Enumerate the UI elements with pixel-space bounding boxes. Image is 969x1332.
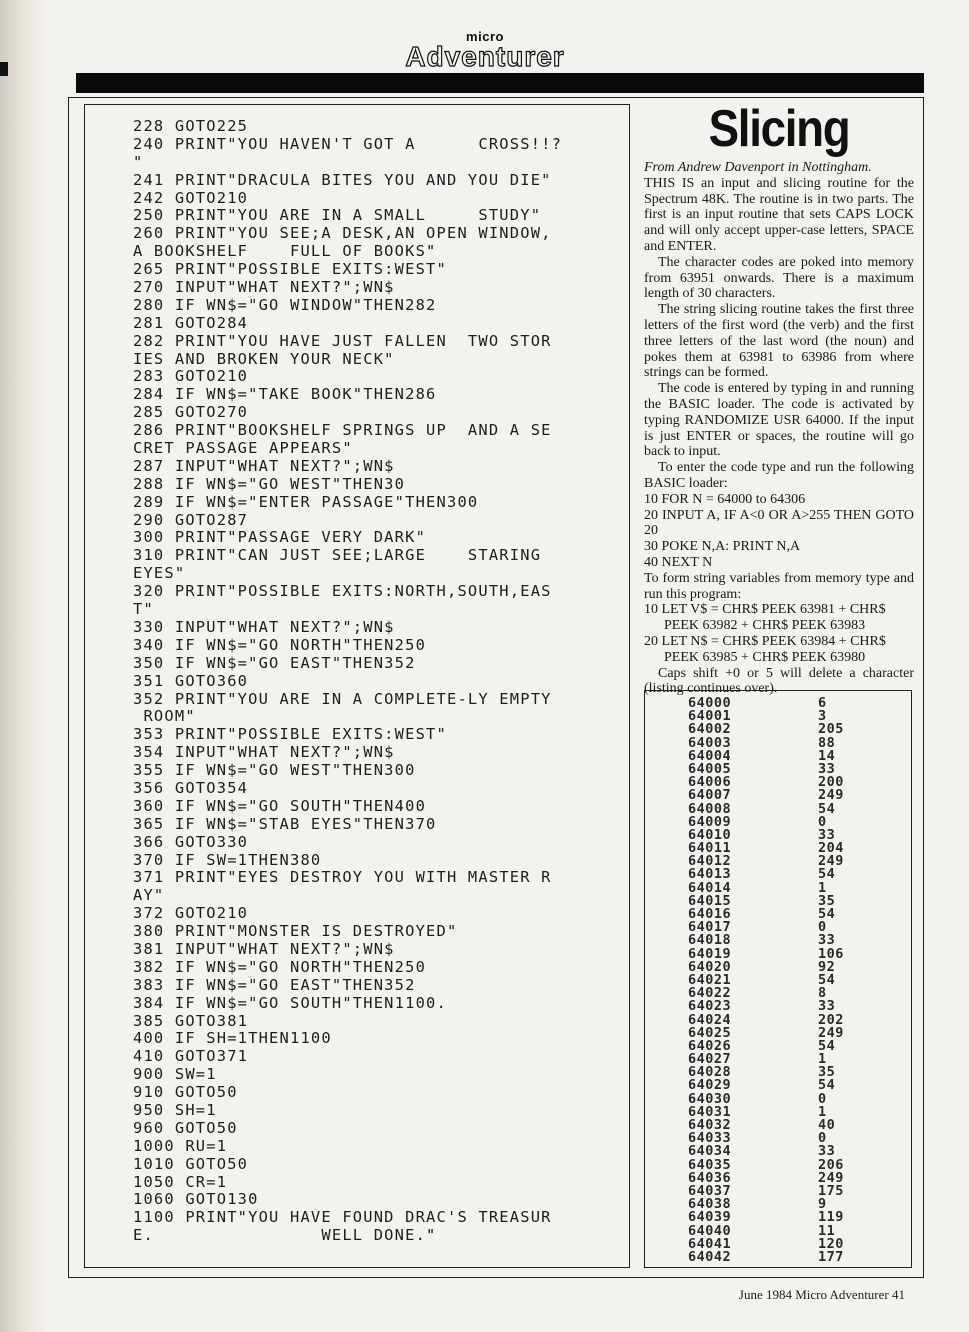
article-paragraph: The string slicing routine takes the first three letters of the first word (the verb) and the first three letters of the last word (the noun) and pokes them at 63981 to 63986 from where strings can be formed. xyxy=(644,302,914,381)
listing-line: 300 PRINT"PASSAGE VERY DARK" xyxy=(133,528,427,547)
data-value: 1 xyxy=(818,879,827,896)
data-value: 249 xyxy=(818,787,844,804)
data-value: 249 xyxy=(818,1169,844,1186)
listing-line: 1010 GOTO50 xyxy=(133,1154,249,1173)
article-byline: From Andrew Davenport in Nottingham. xyxy=(644,160,872,175)
article-body xyxy=(644,160,914,697)
data-value: 33 xyxy=(818,998,836,1015)
data-address: 64018 xyxy=(688,932,732,949)
data-address: 64009 xyxy=(688,813,732,830)
data-value: 88 xyxy=(818,734,836,751)
listing-line: 400 IF SH=1THEN1100 xyxy=(133,1029,332,1048)
listing-line: 354 INPUT"WHAT NEXT?";WN$ xyxy=(133,743,395,762)
data-value: 92 xyxy=(818,958,836,975)
listing-line: 350 IF WN$="GO EAST"THEN352 xyxy=(133,653,416,672)
listing-line: 241 PRINT"DRACULA BITES YOU AND YOU DIE" xyxy=(133,170,552,189)
data-value: 204 xyxy=(818,840,844,857)
article-paragraph: The character codes are poked into memory from 63951 onwards. There is a maximum length of 30 characters. xyxy=(644,254,914,302)
header-bar xyxy=(76,73,924,93)
data-address: 64024 xyxy=(688,1011,732,1028)
data-address: 64042 xyxy=(688,1248,732,1265)
listing-line: 410 GOTO371 xyxy=(133,1047,249,1066)
data-value: 1 xyxy=(818,1051,827,1068)
data-address: 64034 xyxy=(688,1143,732,1160)
data-address: 64020 xyxy=(688,958,732,975)
data-value: 54 xyxy=(818,1077,836,1094)
data-value: 14 xyxy=(818,747,836,764)
data-value: 54 xyxy=(818,906,836,922)
data-address: 64027 xyxy=(688,1051,732,1068)
listing-line: 900 SW=1 xyxy=(133,1065,217,1084)
data-address: 64000 xyxy=(688,695,732,711)
data-address: 64016 xyxy=(688,906,732,922)
data-address: 64002 xyxy=(688,721,732,738)
data-address: 64012 xyxy=(688,853,732,870)
program-line: 20 LET N$ = CHR$ PEEK 63984 + CHR$ xyxy=(644,633,886,649)
article-paragraph: To form string variables from memory type and run this program: xyxy=(644,570,914,602)
data-address: 64019 xyxy=(688,945,732,962)
data-value: 33 xyxy=(818,760,836,777)
listing-line: 353 PRINT"POSSIBLE EXITS:WEST" xyxy=(133,725,447,744)
listing-line: 242 GOTO210 xyxy=(133,188,249,207)
data-value: 3 xyxy=(818,708,827,725)
listing-line: 265 PRINT"POSSIBLE EXITS:WEST" xyxy=(133,260,447,279)
data-address: 64037 xyxy=(688,1182,732,1199)
data-address: 64010 xyxy=(688,826,732,843)
data-address: 64041 xyxy=(688,1235,732,1252)
listing-line: 260 PRINT"YOU SEE;A DESK,AN OPEN WINDOW, xyxy=(133,224,552,243)
listing-line: 382 IF WN$="GO NORTH"THEN250 xyxy=(133,957,427,976)
listing-line: 352 PRINT"YOU ARE IN A COMPLETE-LY EMPTY xyxy=(133,689,552,708)
listing-line: 950 SH=1 xyxy=(133,1100,217,1119)
listing-line: 280 IF WN$="GO WINDOW"THEN282 xyxy=(133,295,437,314)
listing-line: 372 GOTO210 xyxy=(133,904,249,923)
data-address: 64025 xyxy=(688,1024,732,1041)
listing-line: 360 IF WN$="GO SOUTH"THEN400 xyxy=(133,796,427,815)
data-value: 175 xyxy=(818,1182,844,1199)
listing-line: 1000 RU=1 xyxy=(133,1136,228,1155)
data-address: 64014 xyxy=(688,879,732,896)
data-value: 1 xyxy=(818,1103,827,1120)
listing-line: 286 PRINT"BOOKSHELF SPRINGS UP AND A SE xyxy=(133,421,552,440)
listing-line: 250 PRINT"YOU ARE IN A SMALL STUDY" xyxy=(133,206,542,225)
data-address: 64028 xyxy=(688,1064,732,1081)
loader-line: 20 INPUT A, IF A<0 OR A>255 THEN GOTO 20 xyxy=(644,507,914,539)
page-gutter xyxy=(0,0,48,1332)
program-line: PEEK 63982 + CHR$ PEEK 63983 xyxy=(664,618,866,634)
basic-listing xyxy=(133,118,623,1245)
data-address: 64001 xyxy=(688,708,732,725)
article-paragraph: To enter the code type and run the following BASIC loader: xyxy=(644,460,914,491)
data-address: 64003 xyxy=(688,734,732,751)
article-paragraph: THIS IS an input and slicing routine for the Spectrum 48K. The routine is in two parts. The first is an input routine that sets CAPS LOCK and will only accept upper-case letters, SPACE and ENTER. xyxy=(644,175,914,254)
page-footer: June 1984 Micro Adventurer 41 xyxy=(738,1287,905,1302)
listing-line: CRET PASSAGE APPEARS" xyxy=(133,439,353,458)
listing-line: 281 GOTO284 xyxy=(133,313,249,332)
data-value: 0 xyxy=(818,1130,827,1147)
listing-line: 384 IF WN$="GO SOUTH"THEN1100. xyxy=(133,993,447,1012)
data-value: 8 xyxy=(818,985,827,1002)
listing-line: 270 INPUT"WHAT NEXT?";WN$ xyxy=(133,278,395,297)
listing-line: 283 GOTO210 xyxy=(133,367,249,386)
data-value: 35 xyxy=(818,1064,836,1081)
data-row xyxy=(688,1248,888,1265)
listing-line: 282 PRINT"YOU HAVE JUST FALLEN TWO STOR xyxy=(133,331,552,350)
listing-line: 351 GOTO360 xyxy=(133,671,249,690)
data-address: 64040 xyxy=(688,1222,732,1239)
data-address: 64036 xyxy=(688,1169,732,1186)
listing-line: 289 IF WN$="ENTER PASSAGE"THEN300 xyxy=(133,492,479,511)
listing-line: EYES" xyxy=(133,564,186,583)
listing-line: 960 GOTO50 xyxy=(133,1118,238,1137)
listing-line: 381 INPUT"WHAT NEXT?";WN$ xyxy=(133,939,395,958)
data-value: 0 xyxy=(818,1090,827,1107)
loader-line: 40 NEXT N xyxy=(644,554,713,570)
listing-line: 287 INPUT"WHAT NEXT?";WN$ xyxy=(133,456,395,475)
data-address: 64038 xyxy=(688,1196,732,1213)
listing-line: 285 GOTO270 xyxy=(133,403,249,422)
data-address: 64011 xyxy=(688,840,732,857)
listing-line: 385 GOTO381 xyxy=(133,1011,249,1030)
data-value: 0 xyxy=(818,919,827,936)
data-value: 119 xyxy=(818,1209,844,1226)
data-value: 40 xyxy=(818,1117,836,1133)
data-value: 35 xyxy=(818,892,836,909)
article-paragraph: Caps shift +0 or 5 will delete a character (listing continues over). xyxy=(644,665,914,697)
data-address: 64030 xyxy=(688,1090,732,1107)
data-value: 9 xyxy=(818,1196,827,1213)
masthead-title: Adventurer xyxy=(405,41,565,72)
data-address: 64039 xyxy=(688,1209,732,1226)
data-address: 64026 xyxy=(688,1037,732,1054)
listing-line: E. WELL DONE." xyxy=(133,1226,437,1245)
listing-line: 910 GOTO50 xyxy=(133,1083,238,1102)
listing-line: 284 IF WN$="TAKE BOOK"THEN286 xyxy=(133,385,437,404)
data-value: 33 xyxy=(818,932,836,949)
data-value: 54 xyxy=(818,800,836,817)
data-address: 64035 xyxy=(688,1156,732,1173)
listing-line: " xyxy=(133,152,144,171)
listing-line: A BOOKSHELF FULL OF BOOKS" xyxy=(133,242,437,261)
data-value: 0 xyxy=(818,813,827,830)
listing-line: 383 IF WN$="GO EAST"THEN352 xyxy=(133,975,416,994)
data-address: 64017 xyxy=(688,919,732,936)
listing-line: 370 IF SW=1THEN380 xyxy=(133,850,322,869)
article-paragraph: The code is entered by typing in and running the BASIC loader. The code is activated by typing RANDOMIZE USR 64000. If the input is just ENTER or spaces, the routine will go back to input. xyxy=(644,381,914,460)
program-line: 10 LET V$ = CHR$ PEEK 63981 + CHR$ xyxy=(644,602,886,618)
listing-line: IES AND BROKEN YOUR NECK" xyxy=(133,349,395,368)
gutter-mark xyxy=(0,62,8,76)
data-address: 64006 xyxy=(688,774,732,791)
data-value: 202 xyxy=(818,1011,844,1028)
article-headline: Slicing xyxy=(708,100,850,158)
masthead-logo xyxy=(400,30,570,74)
data-address: 64005 xyxy=(688,760,732,777)
data-value: 249 xyxy=(818,1024,844,1041)
data-value: 33 xyxy=(818,1143,836,1160)
data-address: 64023 xyxy=(688,998,732,1015)
data-address: 64004 xyxy=(688,747,732,764)
machine-code-table xyxy=(688,697,888,1264)
listing-line: 228 GOTO225 xyxy=(133,117,249,135)
listing-line: 371 PRINT"EYES DESTROY YOU WITH MASTER R xyxy=(133,868,552,887)
data-value: 6 xyxy=(818,695,827,711)
data-value: 106 xyxy=(818,945,844,962)
data-value: 206 xyxy=(818,1156,844,1173)
data-value: 54 xyxy=(818,971,836,988)
data-address: 64007 xyxy=(688,787,732,804)
data-value: 54 xyxy=(818,1037,836,1054)
data-value: 11 xyxy=(818,1222,836,1239)
data-address: 64021 xyxy=(688,971,732,988)
data-value: 177 xyxy=(818,1248,844,1265)
listing-line: 366 GOTO330 xyxy=(133,832,249,851)
data-address: 64013 xyxy=(688,866,732,883)
article xyxy=(644,100,914,697)
listing-line: 1060 GOTO130 xyxy=(133,1190,259,1209)
data-value: 200 xyxy=(818,774,844,791)
listing-line: 288 IF WN$="GO WEST"THEN30 xyxy=(133,474,406,493)
listing-line: 355 IF WN$="GO WEST"THEN300 xyxy=(133,761,416,780)
loader-line: 10 FOR N = 64000 to 64306 xyxy=(644,491,806,507)
data-value: 249 xyxy=(818,853,844,870)
listing-line: ROOM" xyxy=(133,707,196,726)
masthead-micro: micro xyxy=(466,29,504,44)
data-address: 64032 xyxy=(688,1117,732,1133)
data-value: 120 xyxy=(818,1235,844,1252)
data-address: 64033 xyxy=(688,1130,732,1147)
listing-line: 340 IF WN$="GO NORTH"THEN250 xyxy=(133,635,427,654)
listing-line: 365 IF WN$="STAB EYES"THEN370 xyxy=(133,814,437,833)
data-address: 64031 xyxy=(688,1103,732,1120)
listing-line: 240 PRINT"YOU HAVEN'T GOT A CROSS!!? xyxy=(133,134,563,153)
listing-line: 380 PRINT"MONSTER IS DESTROYED" xyxy=(133,922,458,941)
data-address: 64022 xyxy=(688,985,732,1002)
data-address: 64029 xyxy=(688,1077,732,1094)
listing-line: 1050 CR=1 xyxy=(133,1172,228,1191)
data-address: 64008 xyxy=(688,800,732,817)
loader-line: 30 POKE N,A: PRINT N,A xyxy=(644,539,801,555)
listing-line: 1100 PRINT"YOU HAVE FOUND DRAC'S TREASUR xyxy=(133,1208,552,1227)
listing-line: 310 PRINT"CAN JUST SEE;LARGE STARING xyxy=(133,546,542,565)
data-value: 54 xyxy=(818,866,836,883)
program-line: PEEK 63985 + CHR$ PEEK 63980 xyxy=(664,649,866,665)
listing-line: AY" xyxy=(133,886,165,905)
data-value: 205 xyxy=(818,721,844,738)
listing-line: 330 INPUT"WHAT NEXT?";WN$ xyxy=(133,617,395,636)
listing-line: 356 GOTO354 xyxy=(133,778,249,797)
data-address: 64015 xyxy=(688,892,732,909)
listing-line: 290 GOTO287 xyxy=(133,510,249,529)
data-value: 33 xyxy=(818,826,836,843)
listing-line: 320 PRINT"POSSIBLE EXITS:NORTH,SOUTH,EAS xyxy=(133,582,552,601)
listing-line: T" xyxy=(133,600,154,619)
